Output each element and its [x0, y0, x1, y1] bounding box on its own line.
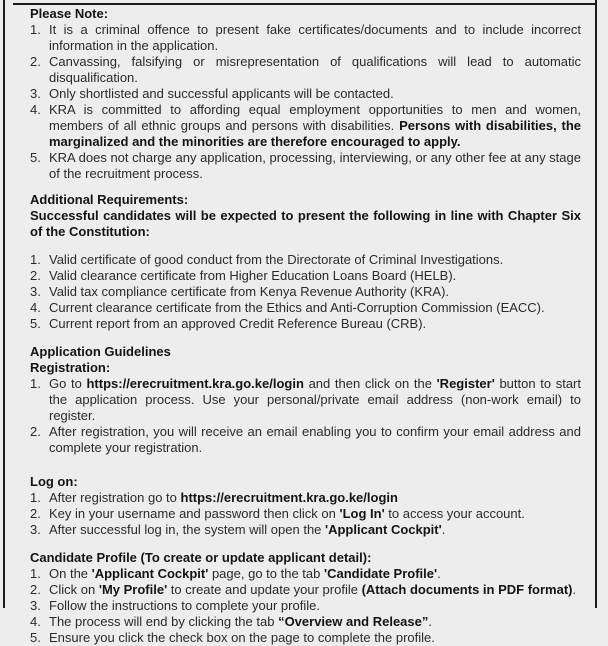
- list-item: Valid certificate of good conduct from the Directorate of Criminal Investigations.: [49, 252, 504, 267]
- section-please-note: [30, 6, 581, 182]
- list-item: On the 'Applicant Cockpit' page, go to the tab 'Candidate Profile'.: [49, 566, 441, 581]
- section-gap: [30, 538, 581, 550]
- numbered-list: [30, 490, 581, 538]
- section-gap: [30, 240, 581, 252]
- document-content: [30, 6, 581, 646]
- list-item: Ensure you click the check box on the page to complete the profile.: [49, 630, 435, 645]
- top-frame-line: [13, 3, 597, 5]
- list-item: The process will end by clicking the tab “Overview and Release”.: [49, 614, 432, 629]
- list-item: Only shortlisted and successful applicants will be contacted.: [49, 86, 394, 101]
- section-gap: [30, 182, 581, 192]
- list-item: Key in your username and password then click on 'Log In' to access your account.: [49, 506, 525, 521]
- section-gap: [30, 456, 581, 474]
- numbered-list: [30, 566, 581, 646]
- section-heading: Application Guidelines: [30, 344, 171, 359]
- list-item: Go to https://erecruitment.kra.go.ke/login and then click on the 'Register' button to start the application process. Use your personal/private email address (non-work email) to register.: [49, 376, 581, 423]
- list-item: Valid tax compliance certificate from Kenya Revenue Authority (KRA).: [49, 284, 450, 299]
- section-log-on: [30, 474, 581, 538]
- section-heading: Candidate Profile (To create or update applicant detail):: [30, 550, 372, 565]
- section-application-guidelines: [30, 344, 581, 456]
- list-item: Valid clearance certificate from Higher Education Loans Board (HELB).: [49, 268, 457, 283]
- section-candidate-profile: [30, 550, 581, 646]
- right-frame-line: [595, 0, 597, 608]
- list-item: It is a criminal offence to present fake certificates/documents and to include incorrect information in the application.: [49, 22, 581, 53]
- list-item: Click on 'My Profile' to create and update your profile (Attach documents in PDF format).: [49, 582, 577, 597]
- list-item: KRA does not charge any application, processing, interviewing, or any other fee at any stage of the recruitment process.: [49, 150, 581, 181]
- list-item: Current report from an approved Credit Reference Bureau (CRB).: [49, 316, 427, 331]
- numbered-list: [30, 22, 581, 182]
- list-item: After registration go to https://erecruitment.kra.go.ke/login: [49, 490, 398, 505]
- list-item: KRA is committed to affording equal employment opportunities to men and women, members of all ethnic groups and persons with disabilities. Persons with disabilities, the marginalized and the minorities are therefore encouraged to apply.: [49, 102, 581, 149]
- section-subheading-registration: Registration:: [30, 360, 111, 375]
- left-frame-line: [3, 0, 5, 608]
- section-heading: Please Note:: [30, 6, 109, 21]
- section-heading: Additional Requirements:: [30, 192, 189, 207]
- section-additional-requirements: [30, 192, 581, 332]
- section-subheading: Successful candidates will be expected to present the following in line with Chapter Six of the Constitution:: [30, 208, 581, 239]
- list-item: Current clearance certificate from the Ethics and Anti-Corruption Commission (EACC).: [49, 300, 545, 315]
- numbered-list: [30, 252, 581, 332]
- list-item: Follow the instructions to complete your profile.: [49, 598, 320, 613]
- numbered-list: [30, 376, 581, 456]
- list-item: After registration, you will receive an email enabling you to confirm your email address and complete your registration.: [49, 424, 581, 455]
- list-item: Canvassing, falsifying or misrepresentation of qualifications will lead to automatic disqualification.: [49, 54, 581, 85]
- list-item: After successful log in, the system will open the 'Applicant Cockpit'.: [49, 522, 446, 537]
- section-gap: [30, 332, 581, 344]
- section-heading: Log on:: [30, 474, 78, 489]
